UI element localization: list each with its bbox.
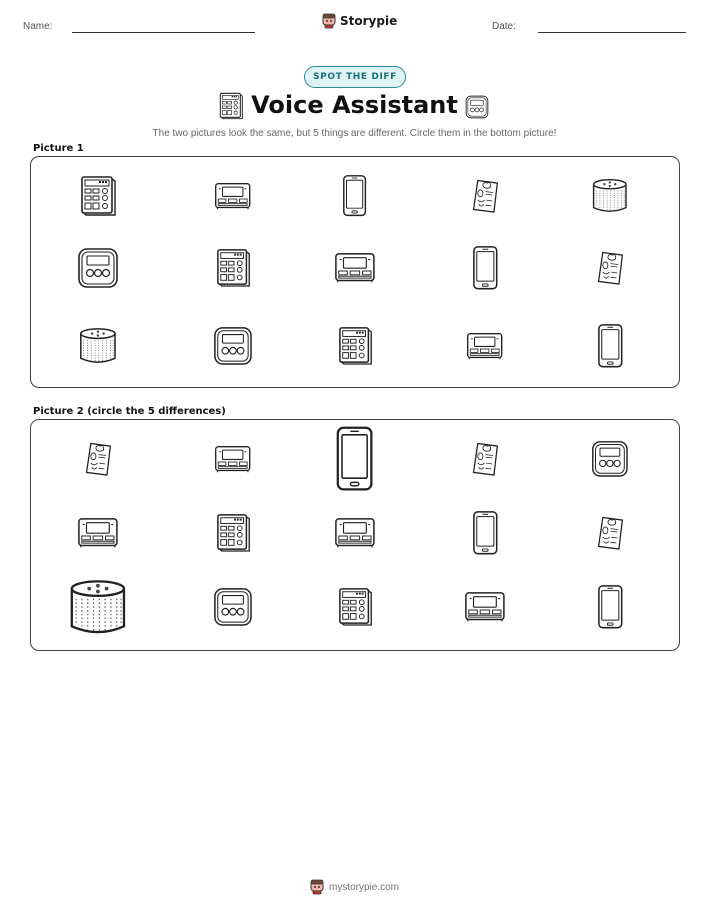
picture2-smart-speaker-icon[interactable] — [66, 577, 130, 638]
picture2-kitchen-timer-icon[interactable] — [213, 587, 253, 627]
date-label: Date: — [492, 21, 516, 32]
picture1-label: Picture 1 — [33, 143, 84, 154]
picture2-smartphone-icon[interactable] — [335, 425, 374, 492]
name-field[interactable] — [72, 32, 255, 33]
picture1-control-panel-icon — [216, 248, 250, 288]
picture1-timer-box-icon — [214, 182, 251, 211]
picture2-control-panel-icon[interactable] — [338, 587, 372, 627]
picture1-timer-box-icon — [466, 332, 503, 361]
date-field[interactable] — [538, 32, 686, 33]
picture1-control-panel-icon — [80, 175, 116, 217]
picture2-kitchen-timer-icon[interactable] — [591, 440, 629, 478]
spot-the-diff-badge: SPOT THE DIFF — [304, 66, 406, 88]
picture2-recipe-card-icon[interactable] — [596, 515, 625, 551]
picture1-kitchen-timer-icon — [213, 326, 253, 366]
instructions: The two pictures look the same, but 5 things are different. Circle them in the bottom picture! — [152, 128, 557, 139]
name-label: Name: — [23, 21, 53, 32]
picture1-recipe-card-icon — [471, 178, 500, 214]
picture2-label: Picture 2 (circle the 5 differences) — [33, 406, 226, 417]
picture2-recipe-card-icon[interactable] — [84, 441, 113, 477]
brand-logo — [322, 13, 397, 29]
picture2-smartphone-icon[interactable] — [597, 584, 624, 630]
brand-name: Storypie — [340, 14, 398, 28]
picture2-timer-box-icon[interactable] — [334, 517, 376, 549]
picture1-smart-speaker-icon — [77, 326, 119, 366]
picture1-smartphone-icon — [342, 174, 367, 217]
picture2-recipe-card-icon[interactable] — [471, 441, 500, 477]
picture2-timer-box-icon[interactable] — [214, 445, 251, 474]
picture2-timer-box-icon[interactable] — [464, 591, 506, 623]
storypie-mascot-icon — [322, 13, 336, 29]
page-title: Voice Assistant — [251, 91, 458, 119]
footer-site: mystorypie.com — [328, 881, 399, 893]
picture1-timer-box-icon — [334, 252, 376, 284]
storypie-mascot-icon — [310, 879, 324, 895]
picture2-timer-box-icon[interactable] — [77, 517, 119, 549]
picture2-smartphone-icon[interactable] — [472, 510, 499, 556]
picture1-recipe-card-icon — [596, 250, 625, 286]
footer — [0, 879, 709, 895]
picture1-kitchen-timer-icon — [77, 247, 119, 289]
picture1-smartphone-icon — [597, 323, 624, 369]
picture1-smartphone-icon — [472, 245, 499, 291]
picture1-control-panel-icon — [338, 326, 372, 366]
title-kitchen-timer-icon — [465, 95, 489, 124]
picture1-smart-speaker-icon — [590, 177, 630, 215]
picture2-control-panel-icon[interactable] — [216, 513, 250, 553]
